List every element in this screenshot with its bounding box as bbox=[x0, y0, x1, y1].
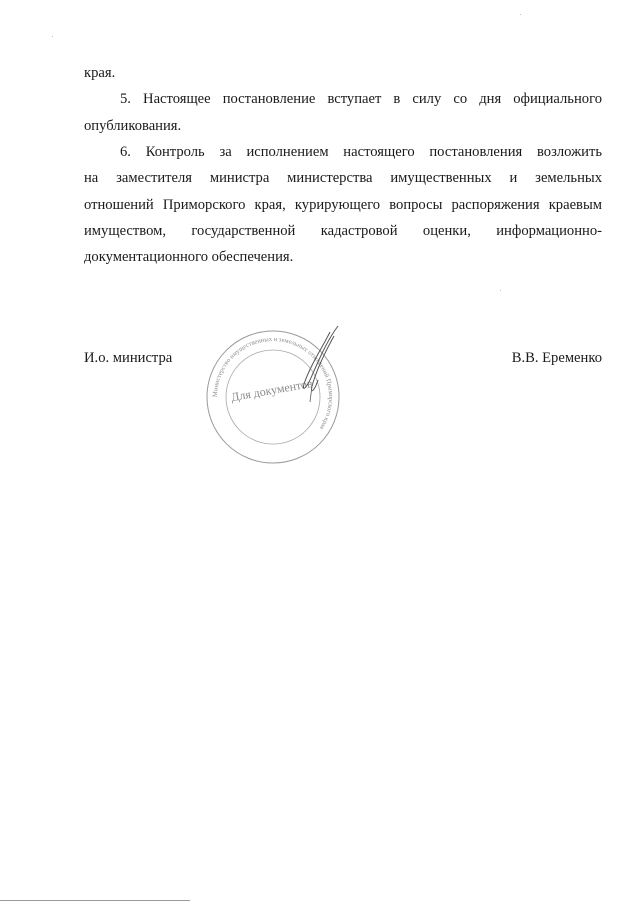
text-line: края. bbox=[84, 65, 116, 81]
official-stamp-icon bbox=[198, 322, 348, 472]
scan-speck bbox=[520, 14, 521, 15]
signatory-title: И.о. министра bbox=[84, 350, 173, 366]
stamp-ring-text: Министерство имущественных и земельных отношений Приморского края bbox=[211, 335, 335, 431]
paragraph-6-line-3: отношений Приморского края, курирующего вопросы распоряжения краевым bbox=[84, 197, 602, 213]
paragraph-6-line-2: на заместителя министра министерства имущественных и земельных bbox=[84, 170, 602, 186]
scan-speck bbox=[52, 36, 53, 37]
paragraph-6-line-5: документационного обеспечения. bbox=[84, 249, 294, 265]
stamp-center-text: Для документов bbox=[229, 376, 314, 405]
paragraph-5-line-1: 5. Настоящее постановление вступает в силу со дня официального bbox=[120, 91, 602, 107]
paragraph-5-line-2: опубликования. bbox=[84, 118, 182, 134]
paragraph-6-line-4: имуществом, государственной кадастровой оценки, информационно- bbox=[84, 223, 602, 239]
signatory-name: В.В. Еременко bbox=[511, 350, 602, 366]
footer-rule bbox=[0, 900, 190, 901]
paragraph-6-line-1: 6. Контроль за исполнением настоящего постановления возложить bbox=[120, 144, 602, 160]
scan-speck bbox=[500, 290, 501, 291]
